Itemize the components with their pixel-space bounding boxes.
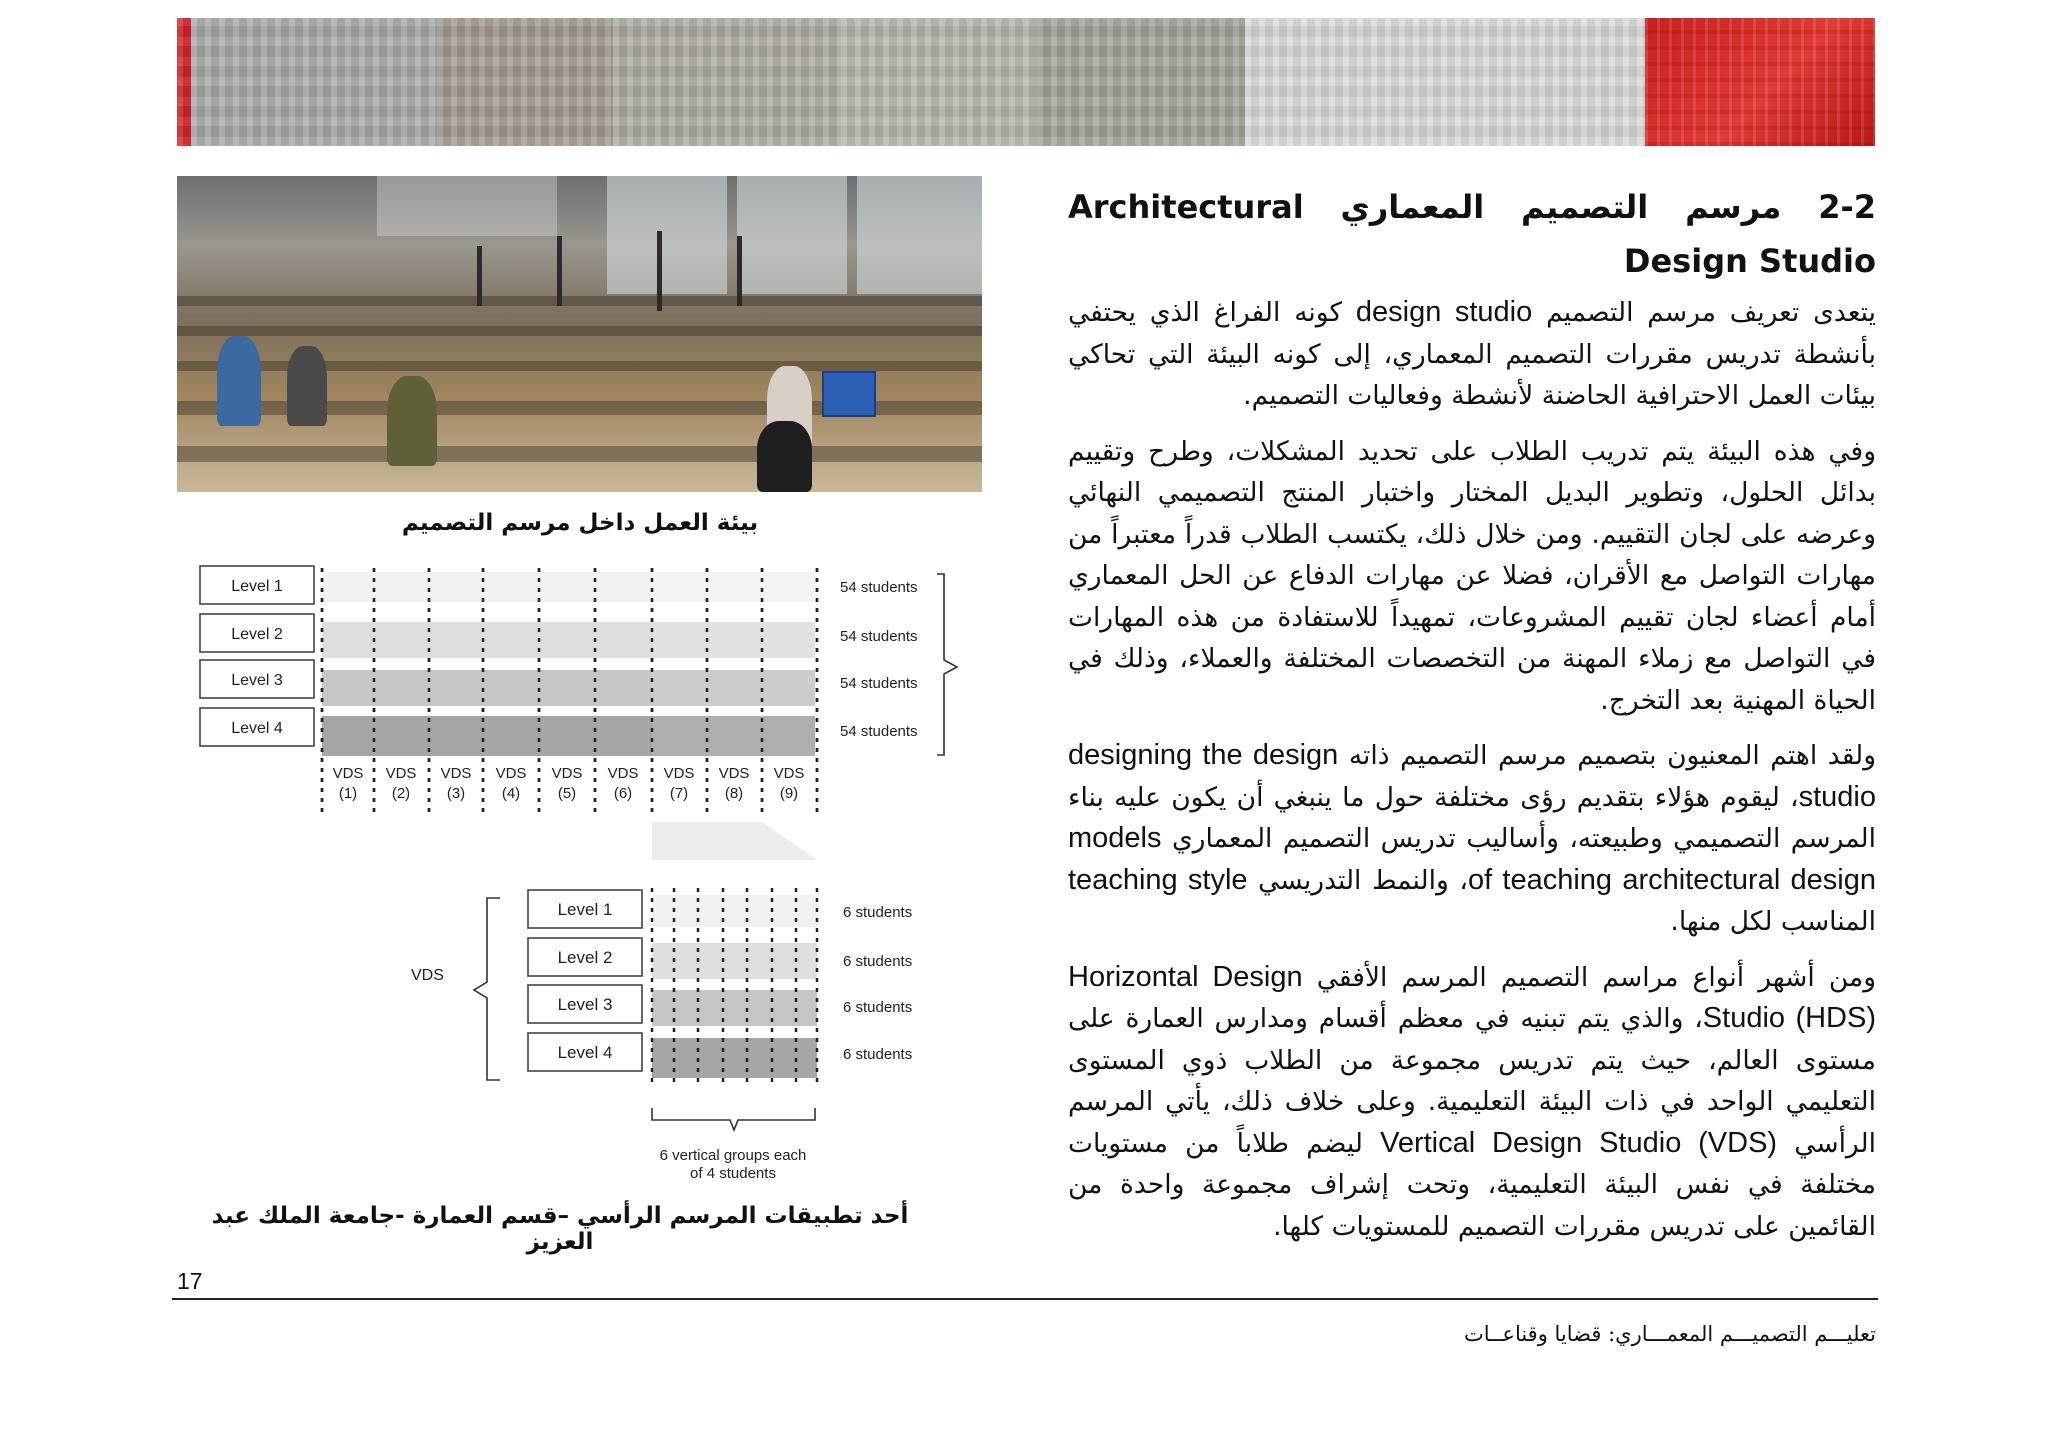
bottom-vds-label: VDS — [411, 967, 444, 984]
top-count-2: 54 students — [840, 628, 918, 645]
diagram-caption: أحد تطبيقات المرسم الرأسي –قسم العمارة -جامعة الملك عبد العزيز — [211, 1203, 909, 1255]
bottom-count-4: 6 students — [843, 1046, 913, 1063]
groups-note-line-2: of 4 students — [690, 1165, 776, 1182]
vertical-studio-diagram — [177, 560, 977, 1190]
top-level-1-label: Level 1 — [231, 578, 283, 595]
p3-term-3: teaching style — [1068, 863, 1248, 896]
p1-text-b: كونه الفراغ الذي يحتفي بأنشطة تدريس مقررات التصميم المعماري، إلى كونه البيئة التي تحاكي بيئات العمل الاحترافية الحاضنة لأنشطة وفعاليات التصميم. — [1068, 297, 1876, 411]
vds-number-6: (6) — [613, 785, 633, 802]
banner-model-making-photo — [437, 18, 613, 146]
bottom-under-brace — [652, 1108, 815, 1130]
section-heading-latin: Architectural Design Studio — [1068, 188, 1876, 280]
zoom-wedge — [652, 822, 817, 860]
p3-text-a: ولقد اهتم المعنيون بتصميم مرسم التصميم ذاته — [1338, 740, 1876, 771]
top-right-brace — [937, 574, 957, 755]
vds-label-1: VDS — [332, 765, 364, 782]
photo-caption: بيئة العمل داخل مرسم التصميم — [401, 510, 759, 536]
p1-term: design studio — [1355, 296, 1533, 328]
banner-studio-desks-photo — [841, 18, 1037, 146]
groups-note-line-1: 6 vertical groups each — [659, 1147, 807, 1164]
vds-number-5: (5) — [557, 785, 577, 802]
bottom-level-1-label: Level 1 — [557, 900, 613, 919]
top-count-3: 54 students — [840, 675, 918, 692]
top-level-4-label: Level 4 — [231, 720, 283, 737]
p3-text-c: ، والنمط التدريسي — [1247, 864, 1468, 896]
bottom-count-1: 6 students — [843, 904, 913, 921]
p4-term-2: Vertical Design Studio (VDS) — [1380, 1126, 1778, 1159]
top-count-1: 54 students — [840, 579, 918, 596]
bottom-level-4-label: Level 4 — [557, 1043, 613, 1062]
vds-label-8: VDS — [718, 765, 750, 782]
article-body — [1068, 180, 1876, 1261]
vds-number-3: (3) — [446, 785, 466, 802]
vds-label-6: VDS — [607, 765, 639, 782]
footer-book-title: تعليـــم التصميـــم المعمـــاري: قضايا وقناعــات — [1463, 1322, 1876, 1346]
footer-rule — [172, 1298, 1878, 1300]
vds-label-5: VDS — [551, 765, 583, 782]
top-count-4: 54 students — [840, 723, 918, 740]
design-studio-photo — [177, 176, 982, 492]
paragraph-1 — [1068, 292, 1876, 417]
banner-building-elevation-photo — [1245, 18, 1645, 146]
vds-number-2: (2) — [391, 785, 411, 802]
top-level-3-label: Level 3 — [231, 672, 283, 689]
top-level-2-label: Level 2 — [231, 626, 283, 643]
vds-number-4: (4) — [501, 785, 521, 802]
banner-students-at-tables-photo — [613, 18, 841, 146]
p3-text-d: المناسب لكل منها. — [1670, 906, 1876, 937]
vds-number-1: (1) — [338, 785, 358, 802]
section-heading — [1068, 180, 1876, 288]
banner-studio-hall-photo — [191, 18, 437, 146]
vds-number-7: (7) — [669, 785, 689, 802]
p4-text-c: ليضم طلاباً من مستويات مختلفة في نفس البيئة التعليمية، وتحت إشراف مجموعة واحدة من القائمين على تدريس مقررات التصميم للمستويات كلها. — [1068, 1127, 1876, 1242]
vds-label-2: VDS — [385, 765, 417, 782]
vds-number-8: (8) — [724, 785, 744, 802]
vds-number-9: (9) — [779, 785, 799, 802]
p4-text-a: ومن أشهر أنواع مراسم التصميم المرسم الأفقي — [1302, 961, 1876, 993]
vds-label-4: VDS — [495, 765, 527, 782]
vds-label-7: VDS — [663, 765, 695, 782]
p4-term-1: Horizontal Design Studio (HDS) — [1068, 960, 1876, 1034]
paragraph-4 — [1068, 957, 1876, 1248]
vds-label-9: VDS — [773, 765, 805, 782]
banner-red-building-photo — [1645, 18, 1875, 146]
bottom-level-3-label: Level 3 — [557, 995, 613, 1014]
page-number: 17 — [177, 1268, 203, 1294]
p3-term-1: designing the design studio — [1068, 739, 1876, 813]
banner-students-group-photo — [1037, 18, 1245, 146]
paragraph-2: وفي هذه البيئة يتم تدريب الطلاب على تحديد المشكلات، وطرح وتقييم بدائل الحلول، وتطوير البديل المختار واختبار المنتج التصميمي النهائي وعرضه على لجان التقييم. ومن خلال ذلك، يكتسب الطلاب قدراً معتبراً من مهارات التواصل مع الأقران، فضلا عن مهارات الدفاع عن الحل المعماري أمام أعضاء لجان تقييم المشروعات، تمهيداً للاستفادة من هذه المهارات في التواصل مع زملاء المهنة من التخصصات المختلفة والعملاء، وذلك في الحياة المهنية بعد التخرج. — [1068, 435, 1876, 716]
p3-text-b: ، ليقوم هؤلاء بتقديم رؤى مختلفة حول ما ينبغي أن يكون عليه بناء المرسم التصميمي وطبيعته، وأساليب تدريس التصميم المعماري — [1068, 781, 1876, 854]
bottom-count-3: 6 students — [843, 999, 913, 1016]
bottom-left-brace — [474, 898, 500, 1080]
p4-text-b: ، والذي يتم تبنيه في معظم أقسام ومدارس العمارة على مستوى العالم، حيث يتم تدريس مجموعة من الطلاب ذوي المستوى التعليمي الواحد في ذات البيئة التعليمية. وعلى خلاف ذلك، يأتي المرسم الرأسي — [1068, 1003, 1876, 1159]
p3-term-2: models of teaching architectural design — [1068, 822, 1876, 896]
top-photo-banner — [177, 18, 1875, 146]
vds-label-3: VDS — [440, 765, 472, 782]
section-heading-arabic: 2-2 مرسم التصميم المعماري — [1340, 188, 1877, 226]
paragraph-3 — [1068, 735, 1876, 943]
bottom-level-2-label: Level 2 — [557, 948, 613, 967]
banner-red-edge — [177, 18, 191, 146]
p1-text-a: يتعدى تعريف مرسم التصميم — [1532, 297, 1876, 328]
bottom-count-2: 6 students — [843, 953, 913, 970]
